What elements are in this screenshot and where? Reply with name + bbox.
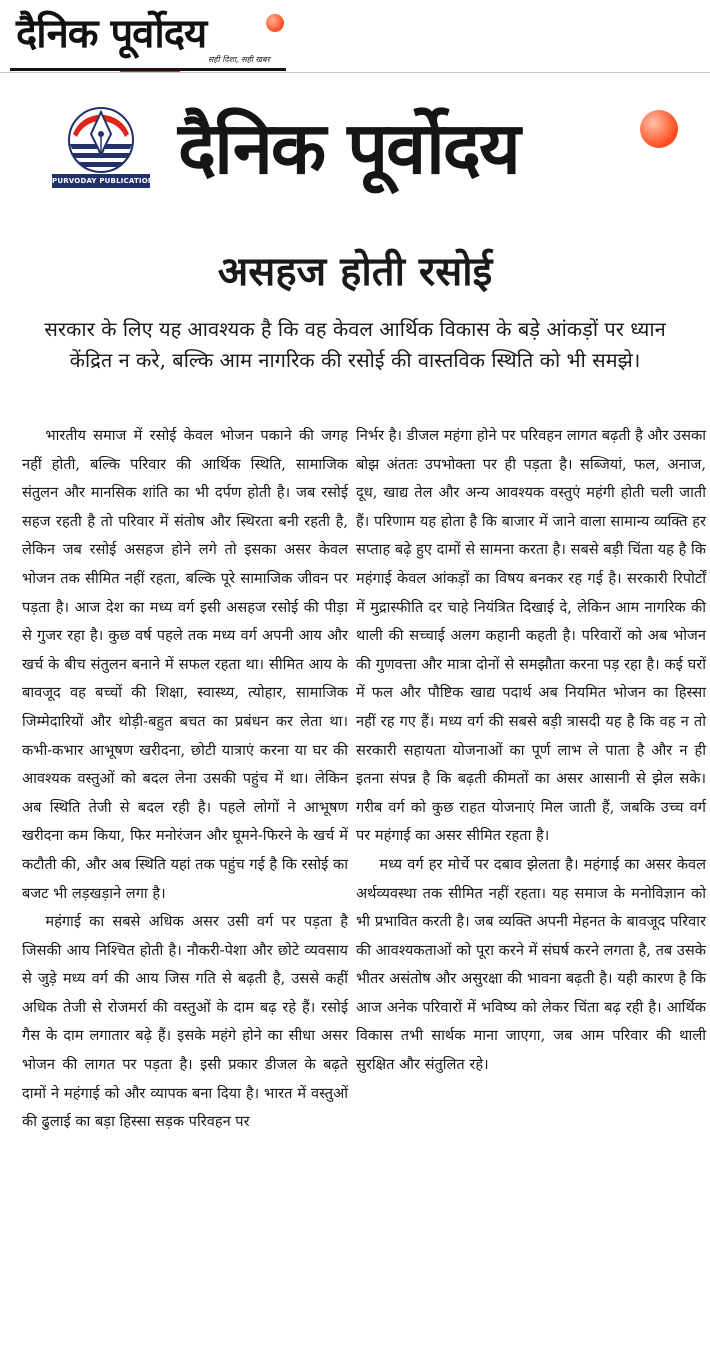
- masthead-tagline: सही दिशा, सही खबर: [208, 55, 270, 64]
- article-paragraph: निर्भर है। डीजल महंगा होने पर परिवहन लागत बढ़ती है और उसका बोझ अंततः उपभोक्ता पर ही पड़ता है। सब्जियां, फल, अनाज, दूध, खाद्य तेल और अन्य आवश्यक वस्तुएं महंगी होती चली जाती हैं। परिणाम यह होता है कि बाजार में जाने वाला सामान्य व्यक्ति हर सप्ताह बढ़े हुए दामों से सामना करता है। सबसे बड़ी चिंता यह है कि महंगाई केवल आंकड़ों का विषय बनकर रह गई है। सरकारी रिपोर्टों में मुद्रास्फीति दर चाहे नियंत्रित दिखाई दे, लेकिन आम नागरिक की थाली की सच्चाई अलग कहानी कहती है। परिवारों को अब भोजन की गुणवत्ता और मात्रा दोनों से समझौता करना पड़ रहा है। कई घरों में फल और पौष्टिक खाद्य पदार्थ अब नियमित भोजन का हिस्सा नहीं रह गए हैं। मध्य वर्ग की सबसे बड़ी त्रासदी यह है कि वह न तो सरकारी सहायता योजनाओं का पूर्ण लाभ ले पाता है और न ही इतना संपन्न है कि बढ़ती कीमतों का असर आसानी से झेल सके। गरीब वर्ग को कुछ राहत योजनाएं मिल जाती हैं, जबकि उच्च वर्ग पर महंगाई का असर सीमित रहता है।: [356, 427, 706, 845]
- masthead-sun-icon: [266, 14, 284, 32]
- article-column-left: [22, 422, 348, 1137]
- article-paragraph: मध्य वर्ग हर मोर्चे पर दबाव झेलता है। महंगाई का असर केवल अर्थव्यवस्था तक सीमित नहीं रहता। यह समाज के मनोविज्ञान को भी प्रभावित करती है। जब व्यक्ति अपनी मेहनत के बावजूद परिवार की आवश्यकताओं को पूरा करने में संघर्ष करने लगता है, तब उसके भीतर असंतोष और असुरक्षा की भावना बढ़ती है। यही कारण है कि आज अनेक परिवारों में भविष्य को लेकर चिंता बढ़ रही है। आर्थिक विकास तभी सार्थक माना जाएगा, जब आम परिवार की थाली सुरक्षित और संतुलित रहे।: [356, 855, 706, 1074]
- article-paragraph: भारतीय समाज में रसोई केवल भोजन पकाने की जगह नहीं होती, बल्कि परिवार की आर्थिक स्थिति, सामाजिक संतुलन और मानसिक शांति का भी दर्पण होती है। जब रसोई सहज रहती है तो परिवार में संतोष और स्थिरता बनी रहती है, लेकिन जब रसोई असहज होने लगे तो इसका असर केवल भोजन तक सीमित नहीं रहता, बल्कि पूरे सामाजिक जीवन पर पड़ता है। आज देश का मध्य वर्ग इसी असहज रसोई की पीड़ा से गुजर रहा है। कुछ वर्ष पहले तक मध्य वर्ग अपनी आय और खर्च के बीच संतुलन बनाने में सफल रहता था। सीमित आय के बावजूद वह बच्चों की शिक्षा, स्वास्थ्य, त्योहार, सामाजिक जिम्मेदारियों और थोड़ी-बहुत बचत का प्रबंधन कर लेता था। कभी-कभार आभूषण खरीदना, छोटी यात्राएं करना या घर की आवश्यक वस्तुओं को बदल लेना उसकी पहुंच में था। लेकिन अब स्थिति तेजी से बदल रही है। पहले लोगों ने आभूषण खरीदना कम किया, फिर मनोरंजन और घूमने-फिरने के खर्च में कटौती की, और अब स्थिति यहां तक पहुंच गई है कि रसोई का बजट भी लड़खड़ाने लगा है।: [22, 427, 348, 902]
- article-column-right: [356, 422, 706, 1080]
- publisher-logo: [52, 104, 160, 188]
- article-deck: सरकार के लिए यह आवश्यक है कि वह केवल आर्थिक विकास के बड़े आंकड़ों पर ध्यान केंद्रित न करे, बल्कि आम नागरिक की रसोई की वास्तविक स्थिति को भी समझे।: [44, 317, 666, 372]
- brand-sun-icon: [640, 110, 678, 148]
- article-headline: असहज होती रसोई: [217, 249, 493, 295]
- article-paragraph: महंगाई का सबसे अधिक असर उसी वर्ग पर पड़ता है जिसकी आय निश्चित होती है। नौकरी-पेशा और छोटे व्यवसाय से जुड़े मध्य वर्ग की आय जिस गति से बढ़ती है, उससे कहीं अधिक तेजी से रोजमर्रा की वस्तुओं के दाम बढ़ रहे हैं। रसोई गैस के दाम लगातार बढ़े हैं। इसके महंगे होने का सीधा असर भोजन की लागत पर पड़ता है। इसी प्रकार डीजल के बढ़ते दामों ने महंगाई को और व्यापक बना दिया है। भारत में वस्तुओं की ढुलाई का बड़ा हिस्सा सड़क परिवहन पर: [22, 913, 348, 1131]
- pen-nib-emblem-icon: [60, 104, 142, 174]
- masthead: [10, 6, 710, 72]
- brand-title: दैनिक पूर्वोदय: [178, 106, 519, 190]
- publisher-logo-label: PURVODAY PUBLICATIONS: [52, 174, 150, 188]
- masthead-title: दैनिक पूर्वोदय: [16, 11, 207, 57]
- top-divider: [0, 72, 710, 73]
